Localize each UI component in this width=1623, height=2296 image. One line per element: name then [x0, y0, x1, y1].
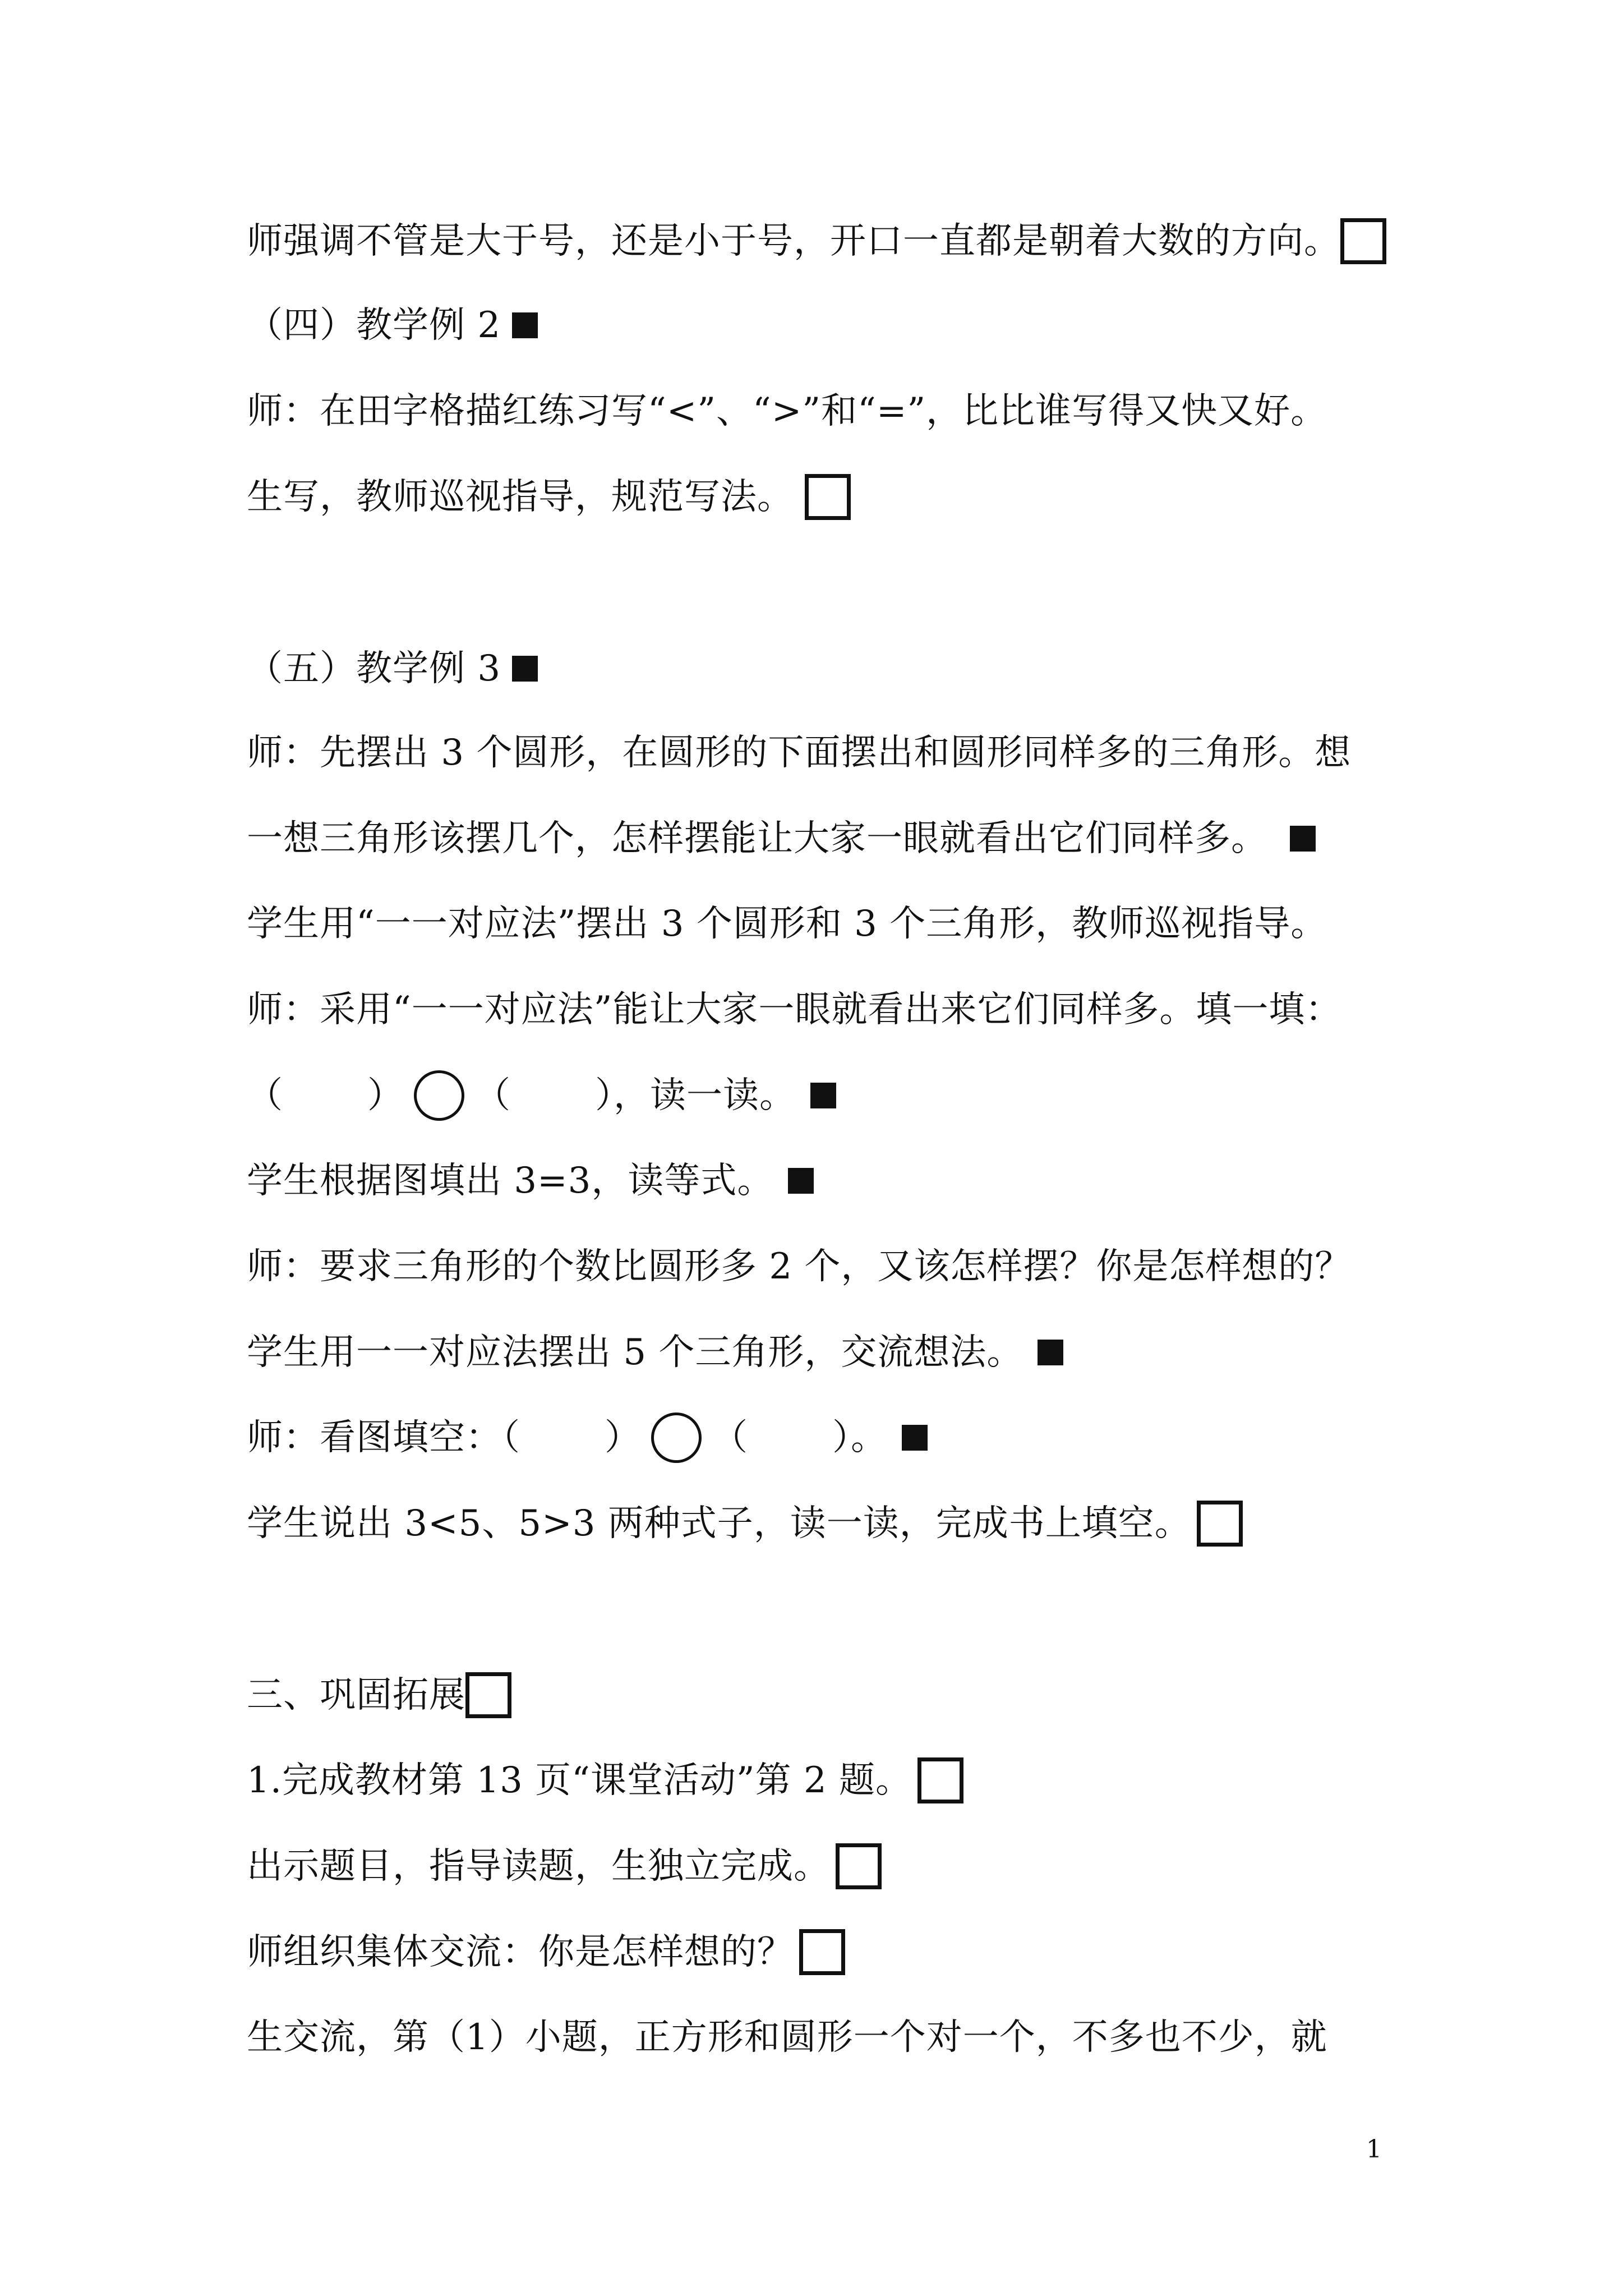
filled-box-marker [512, 656, 538, 682]
line-11-text: 学生根据图填出 3=3，读等式。 [247, 1160, 774, 1202]
line-5 [247, 641, 538, 697]
line-13 [247, 1324, 1063, 1381]
line-18 [247, 1838, 882, 1894]
line-9-text: 师：采用“一一对应法”能让大家一眼就看出来它们同样多。填一填： [247, 989, 1342, 1030]
line-20 [247, 2009, 1327, 2065]
comparison-circle [651, 1412, 702, 1463]
line-4 [247, 469, 851, 525]
line-5-text: （五）教学例 3 [247, 648, 501, 689]
filled-box-marker [788, 1168, 814, 1194]
empty-box-marker [1340, 218, 1386, 264]
blank-open-paren: （ [474, 1075, 511, 1116]
line-2 [247, 297, 538, 353]
line-12 [247, 1239, 1351, 1295]
line-19-text: 师组织集体交流：你是怎样想的？ [247, 1931, 794, 1973]
empty-box-marker [836, 1843, 882, 1889]
page-number: 1 [1366, 2135, 1382, 2164]
line-3-text: 师：在田字格描红练习写“<”、“>”和“=”，比比谁写得又快又好。 [247, 390, 1327, 432]
line-3 [247, 383, 1327, 439]
line-18-text: 出示题目，指导读题，生独立完成。 [247, 1846, 830, 1887]
line-14 [247, 1410, 928, 1466]
line-17-text: 1.完成教材第 13 页“课堂活动”第 2 题。 [247, 1760, 912, 1801]
line-2-text: （四）教学例 2 [247, 305, 501, 346]
line-8-text: 学生用“一一对应法”摆出 3 个圆形和 3 个三角形，教师巡视指导。 [247, 903, 1327, 945]
line-1-text: 师强调不管是大于号，还是小于号，开口一直都是朝着大数的方向。 [247, 220, 1340, 262]
line-9 [247, 982, 1341, 1038]
line-10-tail: ），读一读。 [595, 1075, 796, 1116]
line-11 [247, 1153, 814, 1209]
line-13-text: 学生用一一对应法摆出 5 个三角形，交流想法。 [247, 1332, 1023, 1373]
line-6 [247, 725, 1351, 781]
line-12-text: 师：要求三角形的个数比圆形多 2 个，又该怎样摆？你是怎样想的？ [247, 1246, 1352, 1287]
filled-box-marker [810, 1083, 836, 1108]
empty-box-marker [917, 1757, 963, 1803]
blank-close-paren: ） [367, 1075, 404, 1116]
blank-open-paren: （ [247, 1075, 283, 1116]
blank-close-paren: ） [605, 1417, 641, 1458]
line-15-text: 学生说出 3<5、5>3 两种式子，读一读，完成书上填空。 [247, 1503, 1191, 1544]
line-16 [247, 1667, 511, 1723]
comparison-circle [414, 1070, 464, 1121]
section-heading: 三、巩固拓展 [247, 1674, 465, 1716]
empty-box-marker [799, 1929, 845, 1975]
blank-open-paren: （ [712, 1417, 748, 1458]
line-14-tail: ）。 [832, 1417, 887, 1458]
line-15 [247, 1496, 1243, 1552]
filled-box-marker [1038, 1340, 1063, 1365]
line-4-text: 生写，教师巡视指导，规范写法。 [247, 476, 794, 518]
empty-box-marker [1197, 1501, 1243, 1547]
filled-box-marker [1290, 826, 1316, 852]
line-10 [247, 1068, 836, 1124]
line-6-text: 师：先摆出 3 个圆形，在圆形的下面摆出和圆形同样多的三角形。想 [247, 732, 1352, 774]
empty-box-marker [465, 1672, 511, 1718]
line-7 [247, 811, 1316, 867]
blank-prefix: 师：看图填空：（ [247, 1417, 520, 1458]
line-20-text: 生交流，第（1）小题，正方形和圆形一个对一个，不多也不少，就 [247, 2017, 1327, 2058]
line-17 [247, 1752, 963, 1809]
filled-box-marker [902, 1425, 928, 1451]
line-8 [247, 896, 1327, 952]
line-19 [247, 1924, 845, 1980]
empty-box-marker [805, 474, 851, 520]
filled-box-marker [512, 312, 538, 338]
line-7-text: 一想三角形该摆几个，怎样摆能让大家一眼就看出它们同样多。 [247, 818, 1267, 859]
line-1 [247, 213, 1386, 269]
